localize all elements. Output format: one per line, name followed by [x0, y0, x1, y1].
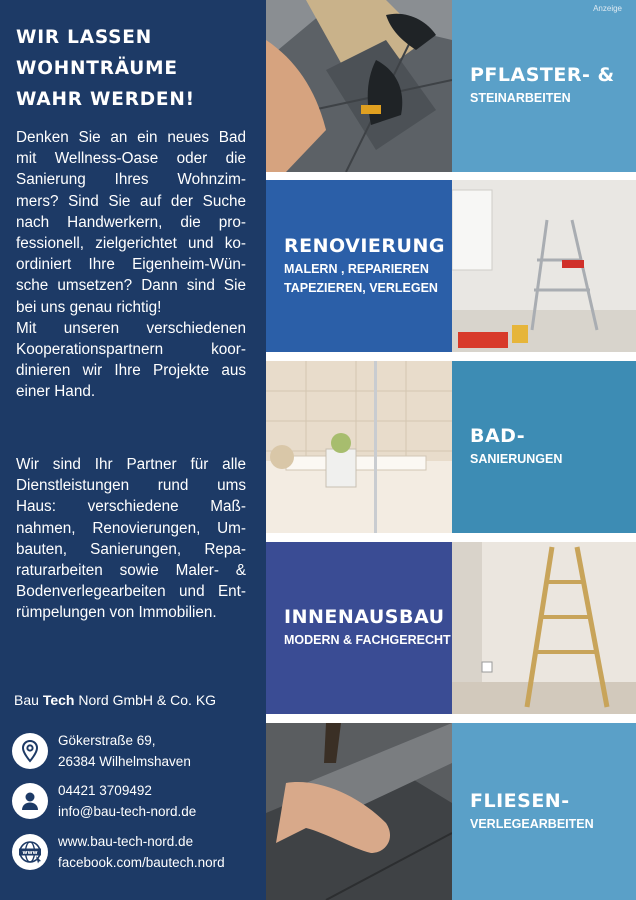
- svg-text:www: www: [22, 850, 38, 857]
- paving-label: PFLASTER- & STEINARBEITEN: [452, 0, 636, 172]
- phone-mail-block: [12, 780, 262, 822]
- partner-paragraph: Wir sind Ihr Partner für alle Dienstleistungen rund ums Haus: verschiedene Maß- nahmen, Renovierungen, Um- bauten, Sanierungen, Repa- raturarbeiten sowie Maler- & Bodenverlegearbeiten und Ent- rümpelungen von Immobilien.: [16, 456, 246, 622]
- tiling-photo: [266, 723, 452, 900]
- info-panel: [0, 0, 266, 900]
- company-name: Bau Tech Nord GmbH & Co. KG: [14, 692, 217, 708]
- service-paving: [266, 0, 636, 172]
- email-link[interactable]: info@bau-tech-nord.de: [58, 804, 197, 819]
- interior-label: INNENAUSBAU MODERN & FACHGERECHT: [266, 542, 452, 714]
- web-block: [12, 831, 262, 873]
- headline: WIR LASSEN WOHNTRÄUME WAHR WERDEN!: [16, 27, 195, 110]
- paving-photo: [266, 0, 452, 172]
- service-bathroom: [266, 361, 636, 533]
- advertisement-tag: Anzeige: [593, 4, 622, 13]
- bathroom-photo: [266, 361, 452, 533]
- service-interior: [266, 542, 636, 714]
- intro-paragraph: Denken Sie an ein neues Bad mit Wellness-Oase oder die Sanierung Ihres Wohnzim- mers? Sind Sie auf der Suche nach Handwerkern, die pro- fessionell, zielgerichtet und ko- ordiniert Ihre Eigenheim-Wün- sche umsetzen? Dann sind Sie bei uns genau richtig! Mit unseren verschiedenen Kooperationspartnern koor- dinieren wir Ihre Projekte aus einer Hand.: [16, 129, 246, 401]
- tiling-label: FLIESEN- VERLEGEARBEITEN: [452, 723, 636, 900]
- address-city: 26384 Wilhelmshaven: [58, 754, 191, 769]
- renovation-photo: [452, 180, 636, 352]
- interior-photo: [452, 542, 636, 714]
- phone-link[interactable]: 04421 3709492: [58, 783, 152, 798]
- facebook-link[interactable]: facebook.com/bautech.nord: [58, 855, 225, 870]
- bathroom-label: BAD- SANIERUNGEN: [452, 361, 636, 533]
- location-pin-icon: [12, 733, 48, 769]
- address-street: Gökerstraße 69,: [58, 733, 156, 748]
- renovation-label: RENOVIERUNG MALERN , REPARIEREN TAPEZIEREN, VERLEGEN: [266, 180, 452, 352]
- website-link[interactable]: www.bau-tech-nord.de: [58, 834, 194, 849]
- service-renovation: [266, 180, 636, 352]
- service-tiling: [266, 723, 636, 900]
- globe-www-icon: [12, 834, 48, 870]
- address-block: [12, 730, 262, 772]
- person-icon: [12, 783, 48, 819]
